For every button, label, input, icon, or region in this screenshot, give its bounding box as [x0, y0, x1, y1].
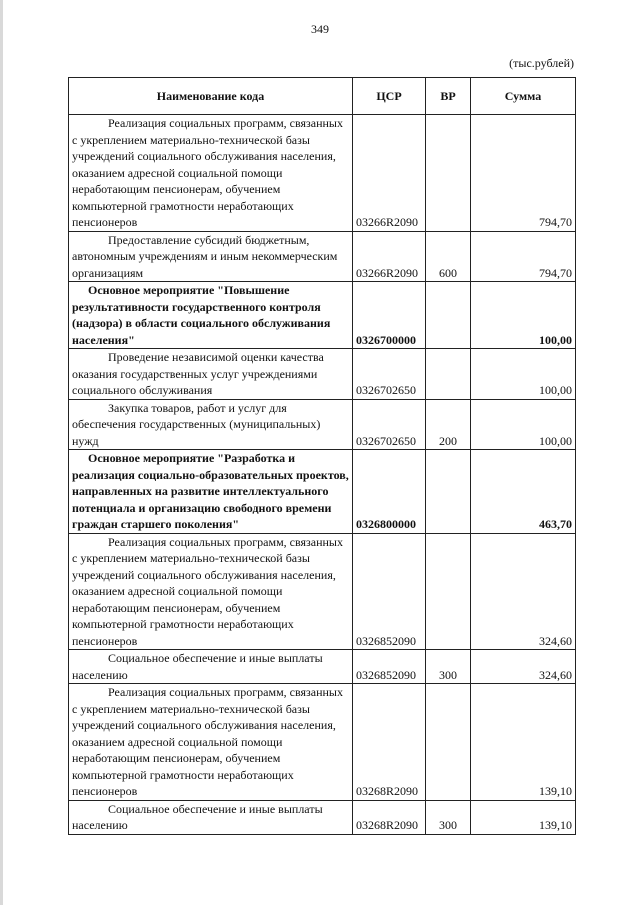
table-row [69, 533, 576, 650]
row-csr: 03268R2090 [353, 684, 426, 801]
row-sum: 100,00 [471, 282, 576, 349]
row-csr: 03266R2090 [353, 231, 426, 282]
row-sum: 100,00 [471, 399, 576, 450]
table-row [69, 450, 576, 534]
row-name: Предоставление субсидий бюджетным, автономным учреждениям и иным некоммерческим организациям [69, 231, 353, 282]
scan-edge-shadow [0, 0, 3, 905]
row-name: Социальное обеспечение и иные выплаты населению [69, 650, 353, 684]
row-csr: 0326852090 [353, 650, 426, 684]
table-row [69, 349, 576, 400]
row-vr [426, 282, 471, 349]
row-sum: 794,70 [471, 231, 576, 282]
row-sum: 139,10 [471, 684, 576, 801]
row-name: Основное мероприятие "Повышение результативности государственного контроля (надзора) в области социального обслуживания населения" [69, 282, 353, 349]
row-csr: 0326700000 [353, 282, 426, 349]
row-vr: 600 [426, 231, 471, 282]
row-sum: 463,70 [471, 450, 576, 534]
header-csr: ЦСР [353, 78, 426, 115]
row-sum: 139,10 [471, 800, 576, 834]
table-row [69, 650, 576, 684]
row-name: Проведение независимой оценки качества оказания государственных услуг учреждениями социального обслуживания [69, 349, 353, 400]
row-sum: 100,00 [471, 349, 576, 400]
row-vr [426, 450, 471, 534]
row-name: Реализация социальных программ, связанных с укреплением материально-технической базы учреждений социального обслуживания населения, оказанием адресной социальной помощи неработающим пенсионерам, обучением компьютерной грамотности неработающих пенсионеров [69, 115, 353, 232]
row-name: Реализация социальных программ, связанных с укреплением материально-технической базы учреждений социального обслуживания населения, оказанием адресной социальной помощи неработающим пенсионерам, обучением компьютерной грамотности неработающих пенсионеров [69, 533, 353, 650]
row-csr: 0326702650 [353, 399, 426, 450]
row-name: Закупка товаров, работ и услуг для обеспечения государственных (муниципальных) нужд [69, 399, 353, 450]
row-csr: 0326702650 [353, 349, 426, 400]
table-row [69, 399, 576, 450]
table-row [69, 231, 576, 282]
row-sum: 324,60 [471, 533, 576, 650]
row-name: Социальное обеспечение и иные выплаты населению [69, 800, 353, 834]
row-name: Основное мероприятие "Разработка и реализация социально-образовательных проектов, направленных на развитие интеллектуального потенциала и организацию свободного времени граждан старшего поколения" [69, 450, 353, 534]
table-row [69, 800, 576, 834]
table-row [69, 684, 576, 801]
row-csr: 0326852090 [353, 533, 426, 650]
budget-table [68, 77, 576, 835]
table-row [69, 282, 576, 349]
table-row [69, 115, 576, 232]
row-csr: 03266R2090 [353, 115, 426, 232]
units-label: (тыс.рублей) [509, 56, 574, 70]
row-sum: 794,70 [471, 115, 576, 232]
row-csr: 0326800000 [353, 450, 426, 534]
row-name: Реализация социальных программ, связанных с укреплением материально-технической базы учреждений социального обслуживания населения, оказанием адресной социальной помощи неработающим пенсионерам, обучением компьютерной грамотности неработающих пенсионеров [69, 684, 353, 801]
row-vr: 300 [426, 650, 471, 684]
row-vr [426, 533, 471, 650]
header-vr: ВР [426, 78, 471, 115]
page-number: 349 [311, 22, 329, 36]
row-vr [426, 115, 471, 232]
row-vr [426, 684, 471, 801]
row-csr: 03268R2090 [353, 800, 426, 834]
header-name: Наименование кода [69, 78, 353, 115]
row-vr: 200 [426, 399, 471, 450]
row-vr [426, 349, 471, 400]
header-sum: Сумма [471, 78, 576, 115]
row-sum: 324,60 [471, 650, 576, 684]
table-header-row [69, 78, 576, 115]
row-vr: 300 [426, 800, 471, 834]
